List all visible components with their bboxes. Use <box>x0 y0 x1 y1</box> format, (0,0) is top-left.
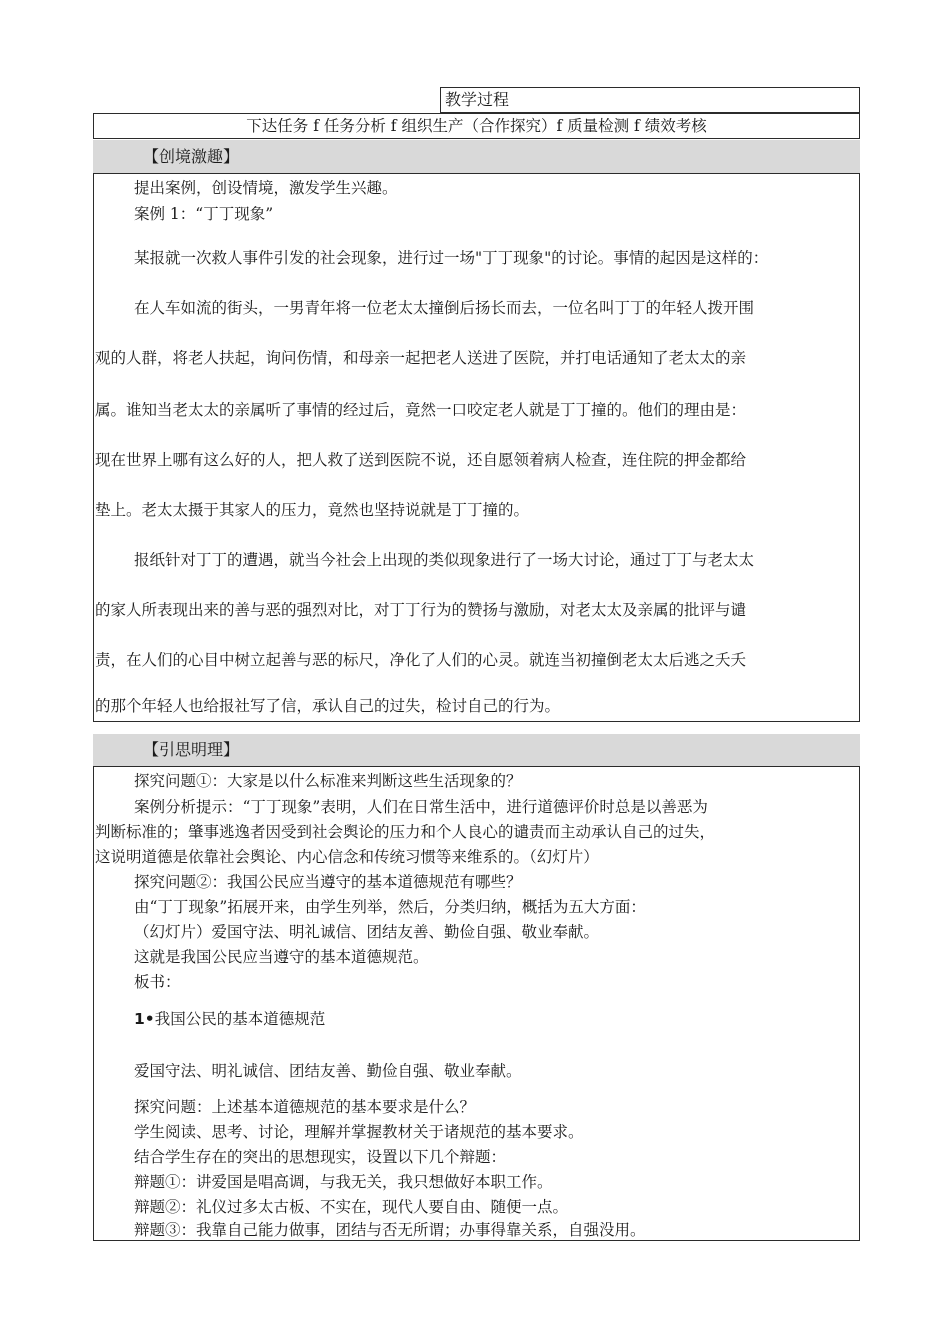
paragraph-line: 辩题②：礼仪过多太古板、不实在，现代人要自由、随便一点。 <box>134 1198 569 1216</box>
paragraph-line: 辩题①：讲爱国是唱高调，与我无关，我只想做好本职工作。 <box>134 1173 553 1191</box>
section-body-scenario <box>93 173 860 722</box>
paragraph-line: 探究问题①：大家是以什么标准来判断这些生活现象的？ <box>134 772 522 790</box>
section-heading-reasoning: 【引思明理】 <box>93 734 860 766</box>
paragraph-line: 案例 1：“丁丁现象” <box>134 205 274 223</box>
paragraph-line: 爱国守法、明礼诚信、团结友善、勤俭自强、敬业奉献。 <box>134 1062 522 1080</box>
paragraph-line: 这说明道德是依靠社会舆论、内心信念和传统习惯等来维系的。（幻灯片） <box>95 848 599 866</box>
paragraph-line: 由“丁丁现象”拓展开来，由学生列举，然后，分类归纳，概括为五大方面： <box>134 898 646 916</box>
paragraph-line: 属。谁知当老太太的亲属听了事情的经过后，竟然一口咬定老人就是丁丁撞的。他们的理由是： <box>95 401 747 419</box>
board-item-number: 1• <box>134 1010 155 1028</box>
paragraph-line: 判断标准的；肇事逃逸者因受到社会舆论的压力和个人良心的谴责而主动承认自己的过失， <box>95 823 716 841</box>
section-body-reasoning <box>93 766 860 1241</box>
paragraph-line: 责，在人们的心目中树立起善与恶的标尺，净化了人们的心灵。就连当初撞倒老太太后逃之夭夭 <box>95 651 747 669</box>
paragraph-line: 探究问题：上述基本道德规范的基本要求是什么？ <box>134 1098 476 1116</box>
paragraph-line: 结合学生存在的突出的思想现实，设置以下几个辩题： <box>134 1148 507 1166</box>
paragraph-line: 垫上。老太太摄于其家人的压力，竟然也坚持说就是丁丁撞的。 <box>95 501 530 519</box>
paragraph-line: 辩题③：我靠自己能力做事，团结与否无所谓；办事得靠关系，自强没用。 <box>134 1221 646 1239</box>
paragraph-line: （幻灯片）爱国守法、明礼诚信、团结友善、勤俭自强、敬业奉献。 <box>134 923 600 941</box>
paragraph-line: 学生阅读、思考、讨论，理解并掌握教材关于诸规范的基本要求。 <box>134 1123 584 1141</box>
board-item-text: 我国公民的基本道德规范 <box>154 1010 326 1028</box>
paragraph-line: 探究问题②：我国公民应当遵守的基本道德规范有哪些？ <box>134 873 522 891</box>
board-item <box>134 1007 325 1029</box>
paragraph-line: 的家人所表现出来的善与恶的强烈对比，对丁丁行为的赞扬与激励，对老太太及亲属的批评与谴 <box>95 601 747 619</box>
paragraph-line: 观的人群，将老人扶起，询问伤情，和母亲一起把老人送进了医院，并打电话通知了老太太的亲 <box>95 349 747 367</box>
section-heading-scenario: 【创境激趣】 <box>93 140 860 173</box>
paragraph-line: 在人车如流的街头，一男青年将一位老太太撞倒后扬长而去，一位名叫丁丁的年轻人拨开围 <box>134 299 755 317</box>
paragraph-line: 现在世界上哪有这么好的人，把人救了送到医院不说，还自愿领着病人检查，连住院的押金都给 <box>95 451 747 469</box>
paragraph-line: 案例分析提示：“丁丁现象”表明，人们在日常生活中，进行道德评价时总是以善恶为 <box>134 798 708 816</box>
paragraph-line: 这就是我国公民应当遵守的基本道德规范。 <box>134 948 429 966</box>
paragraph-line: 的那个年轻人也给报社写了信，承认自己的过失，检讨自己的行为。 <box>95 697 561 715</box>
task-flow-row: 下达任务 f 任务分析 f 组织生产（合作探究）f 质量检测 f 绩效考核 <box>93 113 860 139</box>
paragraph-line: 报纸针对丁丁的遭遇，就当今社会上出现的类似现象进行了一场大讨论，通过丁丁与老太太 <box>134 551 755 569</box>
paragraph-line: 某报就一次救人事件引发的社会现象，进行过一场"丁丁现象"的讨论。事情的起因是这样的： <box>134 249 769 267</box>
paragraph-line: 提出案例，创设情境，激发学生兴趣。 <box>134 179 398 197</box>
teaching-process-title: 教学过程 <box>440 87 860 113</box>
paragraph-line: 板书： <box>134 973 181 991</box>
